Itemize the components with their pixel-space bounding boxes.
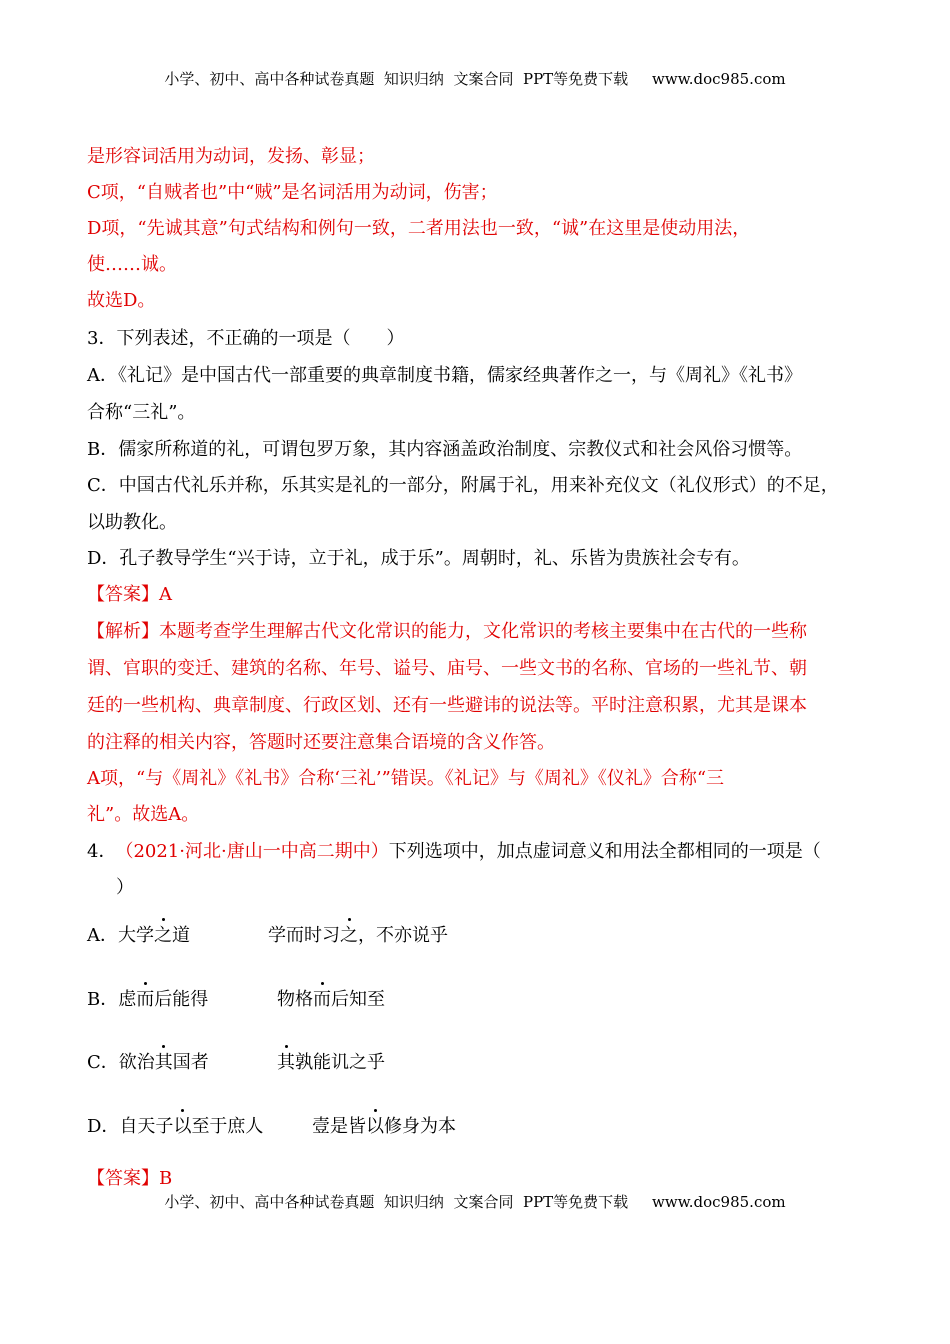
option-a-label: A．: [87, 925, 118, 946]
option-a-right-pre: 学而时习: [268, 925, 340, 946]
option-b-right-dotted-word: 而: [313, 989, 331, 1010]
option-d-right: [312, 1115, 456, 1139]
option-b-left: [87, 988, 208, 1012]
option-b-left-pre: 虑: [118, 989, 137, 1010]
question-3-option-a-line-2: 合称“三礼”。: [87, 402, 196, 423]
option-c-left-pre: 欲治: [118, 1052, 155, 1073]
option-c-left: [87, 1051, 209, 1075]
prev-explanation-line-3: D项，“先诚其意”句式结构和例句一致，二者用法也一致，“诚”在这里是使动用法，: [87, 218, 751, 239]
option-a-right-post: ，不亦说乎: [358, 925, 448, 946]
option-a-left-dotted-word: 之: [154, 925, 172, 946]
question-4-stem: [87, 840, 821, 864]
option-a-left-pre: 大学: [118, 925, 154, 946]
option-d-right-dotted-word: 以: [366, 1116, 384, 1137]
question-3-explanation-line-6: 礼”。故选A。: [87, 804, 200, 825]
option-c-right-post: 孰能讥之乎: [295, 1052, 385, 1073]
question-4-stem-close: ）: [116, 877, 134, 898]
question-3-option-c-line-1: C．中国古代礼乐并称，乐其实是礼的一部分，附属于礼，用来补充仪文（礼仪形式）的不足，: [87, 475, 839, 496]
option-b-left-dotted-word: 而: [136, 989, 155, 1010]
option-d-right-post: 修身为本: [384, 1116, 456, 1137]
question-3-option-a-line-1: A．《礼记》是中国古代一部重要的典章制度书籍，儒家经典著作之一，与《周礼》《礼书》: [87, 365, 802, 386]
question-3-explanation-line-4: 的注释的相关内容，答题时还要注意集合语境的含义作答。: [87, 732, 555, 753]
option-d-right-pre: 壹是皆: [312, 1116, 366, 1137]
question-3-stem: 3．下列表述，不正确的一项是（ ）: [87, 328, 405, 349]
question-3-answer: 【答案】A: [87, 584, 172, 605]
prev-explanation-line-1: 是形容词活用为动词，发扬、彰显；: [87, 146, 375, 167]
option-b-right-post: 后知至: [331, 989, 385, 1010]
option-d-left-post: 至于庶人: [191, 1116, 264, 1137]
option-b-right: [277, 988, 385, 1012]
question-3-option-d: D．孔子教导学生“兴于诗，立于礼，成于乐”。周朝时，礼、乐皆为贵族社会专有。: [87, 548, 750, 569]
option-a-left-post: 道: [172, 925, 190, 946]
page-header: 小学、初中、高中各种试卷真题 知识归纳 文案合同 PPT等免费下载 www.doc985.com: [164, 70, 786, 88]
option-d-left-dotted-word: 以: [173, 1116, 192, 1137]
question-3-explanation-line-1: 【解析】本题考查学生理解古代文化常识的能力，文化常识的考核主要集中在古代的一些称: [87, 621, 807, 642]
prev-explanation-line-2: C项，“自贼者也”中“贼”是名词活用为动词，伤害；: [87, 182, 498, 203]
option-b-right-pre: 物格: [277, 989, 313, 1010]
option-a-right-dotted-word: 之: [340, 925, 358, 946]
question-4-text: 下列选项中，加点虚词意义和用法全都相同的一项是（: [388, 841, 821, 862]
prev-conclusion: 故选D。: [87, 290, 156, 311]
question-4-answer: 【答案】B: [87, 1168, 173, 1189]
question-3-explanation-line-5: A项，“与《周礼》《礼书》合称‘三礼’”错误。《礼记》与《周礼》《仪礼》合称“三: [87, 768, 725, 789]
question-3-option-b: B．儒家所称道的礼，可谓包罗万象，其内容涵盖政治制度、宗教仪式和社会风俗习惯等。: [87, 439, 803, 460]
question-3-explanation-line-3: 廷的一些机构、典章制度、行政区划、还有一些避讳的说法等。平时注意积累，尤其是课本: [87, 695, 807, 716]
question-3-option-c-line-2: 以助教化。: [87, 512, 177, 533]
option-a-right: [268, 924, 448, 948]
option-c-left-post: 国者: [172, 1052, 209, 1073]
question-4-source: （2021·河北·唐山一中高二期中）: [124, 841, 389, 862]
page-footer: 小学、初中、高中各种试卷真题 知识归纳 文案合同 PPT等免费下载 www.doc985.com: [164, 1193, 786, 1211]
option-d-label: D．: [87, 1116, 120, 1137]
prev-explanation-line-4: 使……诚。: [87, 254, 177, 275]
option-c-label: C．: [87, 1052, 119, 1073]
question-3-explanation-line-2: 谓、官职的变迁、建筑的名称、年号、谥号、庙号、一些文书的名称、官场的一些礼节、朝: [87, 658, 807, 679]
option-c-right: [277, 1051, 385, 1075]
question-4-number: 4．: [87, 841, 117, 862]
option-c-left-dotted-word: 其: [154, 1052, 173, 1073]
option-d-left: [87, 1115, 263, 1139]
option-a-left: [87, 924, 190, 948]
option-d-left-pre: 自天子: [119, 1116, 174, 1137]
option-b-left-post: 后能得: [154, 989, 209, 1010]
option-c-right-dotted-word: 其: [277, 1052, 295, 1073]
option-b-label: B．: [87, 989, 119, 1010]
